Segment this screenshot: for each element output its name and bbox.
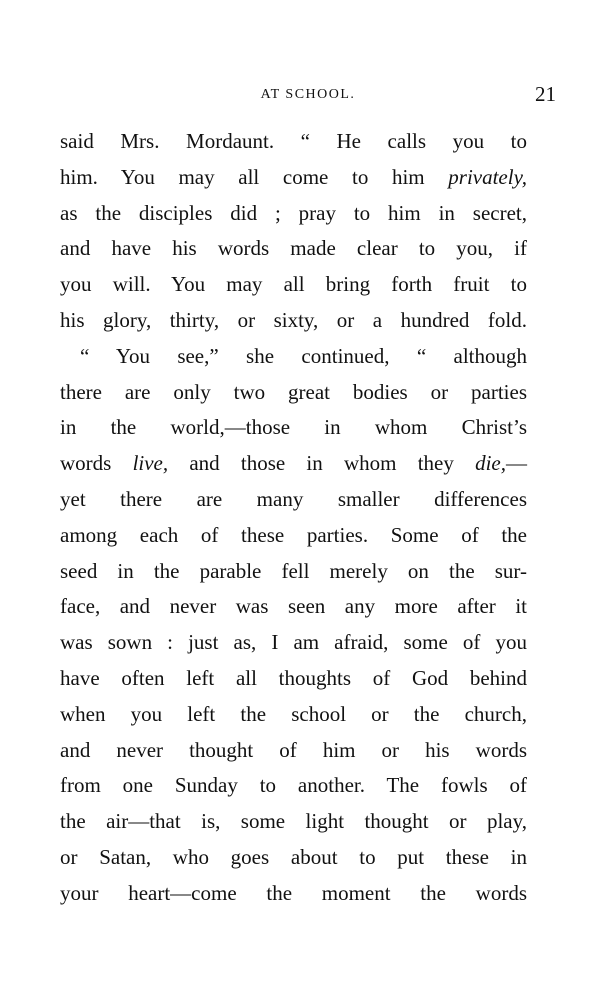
text-segment: among each of these parties. Some of the [60, 522, 527, 547]
text-segment: your heart—come the moment the words [60, 880, 527, 905]
text-line [60, 625, 527, 661]
text-segment: in the world,—those in whom Christ’s [60, 415, 527, 440]
text-segment: have often left all thoughts of God behind [60, 665, 527, 690]
italic-text: privately, [448, 164, 527, 189]
text-segment: and never thought of him or his words [60, 737, 527, 762]
text-segment: or Satan, who goes about to put these in [60, 844, 527, 869]
running-head [0, 82, 616, 106]
italic-text: die, [475, 451, 506, 476]
text-segment: was sown : just as, I am afraid, some of you [60, 630, 527, 655]
text-segment: you will. You may all bring forth fruit to [60, 272, 527, 297]
text-line [60, 375, 527, 411]
text-line [60, 124, 527, 160]
text-line [60, 160, 527, 196]
text-line [60, 876, 527, 912]
text-line [60, 768, 527, 804]
text-segment: his glory, thirty, or sixty, or a hundred fold. [60, 307, 527, 332]
text-segment: and those in whom they [168, 451, 476, 476]
text-line [60, 410, 527, 446]
text-line [60, 697, 527, 733]
text-segment: from one Sunday to another. The fowls of [60, 773, 527, 798]
page-number: 21 [535, 82, 556, 106]
text-line [60, 518, 527, 554]
text-segment: as the disciples did ; pray to him in secret, [60, 200, 527, 225]
text-line [60, 804, 527, 840]
text-line [60, 267, 527, 303]
text-line [60, 303, 527, 339]
text-segment: — [506, 451, 527, 476]
text-segment: yet there are many smaller differences [60, 486, 527, 511]
text-line [60, 231, 527, 267]
text-line [60, 446, 527, 482]
text-line [60, 196, 527, 232]
text-segment: said Mrs. Mordaunt. “ He calls you to [60, 129, 527, 153]
text-segment: words [60, 451, 133, 476]
text-segment: him. You may all come to him [60, 164, 449, 189]
text-line [60, 339, 527, 375]
body-text [60, 124, 527, 912]
text-line [60, 661, 527, 697]
text-segment: and have his words made clear to you, if [60, 236, 527, 261]
text-line [60, 589, 527, 625]
text-line [60, 482, 527, 518]
text-segment: there are only two great bodies or parties [60, 379, 527, 404]
text-segment: the air—that is, some light thought or play, [60, 809, 527, 834]
text-segment: seed in the parable fell merely on the sur- [60, 558, 527, 583]
text-line [60, 840, 527, 876]
text-segment: face, and never was seen any more after it [60, 594, 527, 619]
text-line [60, 733, 527, 769]
running-title: AT SCHOOL. [260, 87, 356, 102]
text-segment: “ You see,” she continued, “ although [80, 343, 527, 368]
text-segment: when you left the school or the church, [60, 701, 527, 726]
italic-text: live, [132, 451, 169, 476]
text-line [60, 554, 527, 590]
